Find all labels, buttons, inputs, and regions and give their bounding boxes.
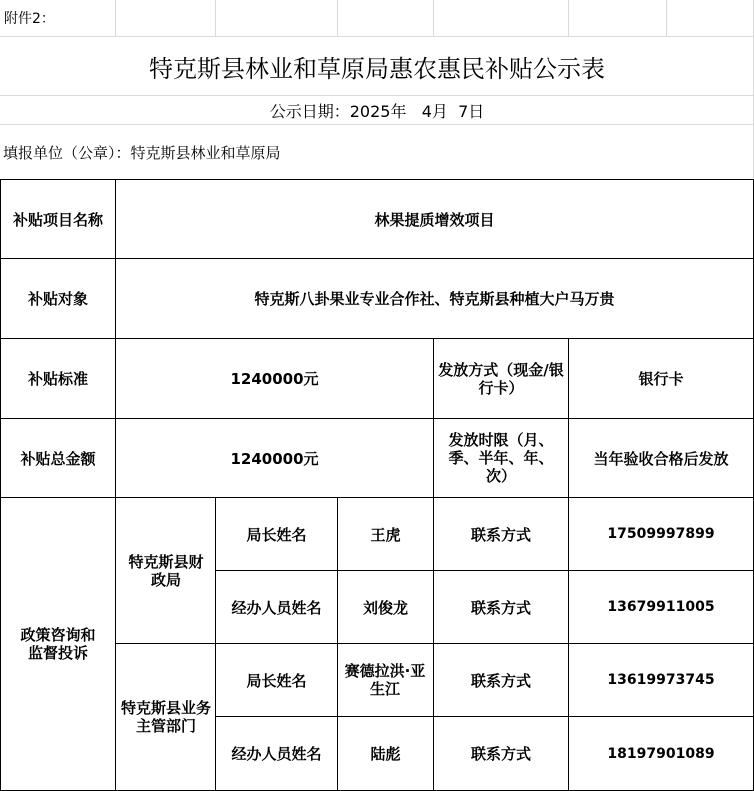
project-name-label: 补贴项目名称	[12, 210, 103, 229]
contact-name: 赛德拉洪·亚生江	[344, 662, 426, 698]
department-name: 特克斯县业务主管部门	[120, 699, 211, 735]
subsidy-target-value: 特克斯八卦果业专业合作社、特克斯县种植大户马万贵	[254, 290, 615, 308]
payment-time-label: 发放时限（月、季、半年、年、次）	[448, 431, 554, 485]
contact-method-label: 联系方式	[470, 671, 531, 690]
payment-method-value: 银行卡	[638, 370, 684, 388]
contact-name: 王虎	[370, 525, 401, 544]
contact-name: 陆彪	[370, 745, 401, 763]
payment-method-label: 发放方式（现金/银行卡）	[438, 360, 564, 397]
subsidy-total-value: 1240000元	[230, 449, 319, 468]
department-name: 特克斯县财政局	[128, 552, 204, 589]
contact-phone: 13619973745	[607, 672, 715, 688]
contact-role: 局长姓名	[246, 525, 307, 544]
contact-method-label: 联系方式	[470, 598, 531, 617]
contact-role: 经办人员姓名	[231, 745, 322, 763]
subsidy-total-label: 补贴总金额	[20, 449, 96, 468]
page-title: 特克斯县林业和草原局惠农惠民补贴公示表	[149, 54, 605, 83]
contact-role: 局长姓名	[246, 671, 307, 690]
contact-name: 刘俊龙	[362, 598, 408, 617]
consult-complaint-label: 政策咨询和监督投诉	[20, 626, 96, 662]
contact-method-label: 联系方式	[470, 745, 531, 763]
contact-method-label: 联系方式	[470, 525, 531, 544]
contact-phone: 18197901089	[607, 745, 715, 762]
contact-phone: 13679911005	[607, 599, 715, 615]
publish-date: 公示日期：2025年 4月 7日	[269, 101, 485, 121]
subsidy-standard-label: 补贴标准	[27, 370, 88, 388]
contact-role: 经办人员姓名	[231, 598, 322, 617]
project-name-value: 林果提质增效项目	[374, 210, 495, 229]
attachment-label: 附件2：	[4, 11, 55, 27]
subsidy-standard-value: 1240000元	[230, 370, 319, 388]
payment-time-value: 当年验收合格后发放	[593, 449, 729, 468]
contact-phone: 17509997899	[607, 526, 715, 542]
subsidy-target-label: 补贴对象	[27, 290, 88, 308]
filing-unit: 填报单位（公章）：特克斯县林业和草原局	[3, 143, 281, 162]
